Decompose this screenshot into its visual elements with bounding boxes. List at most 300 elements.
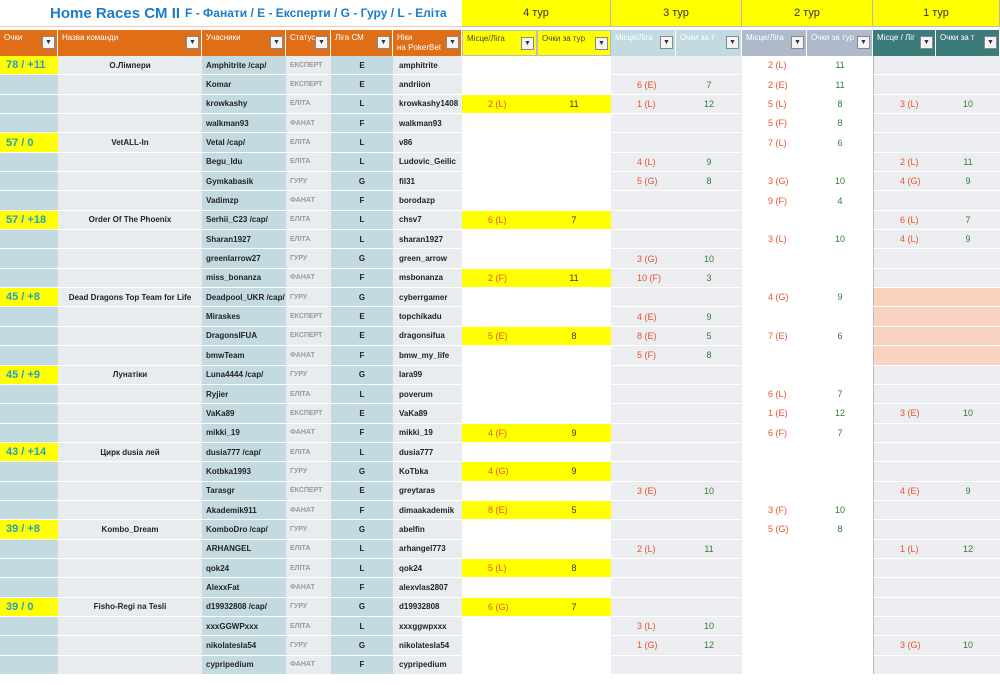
cell-r4p[interactable]: 5 (L) xyxy=(462,559,537,577)
cell-r2p[interactable] xyxy=(742,598,807,616)
cell-r4p[interactable] xyxy=(462,540,537,558)
cell-r2s[interactable]: 11 xyxy=(807,56,873,74)
cell-r1s[interactable]: 7 xyxy=(936,211,1000,229)
filter-dropdown-icon[interactable]: ▼ xyxy=(270,36,283,49)
cell-team[interactable] xyxy=(58,462,202,480)
cell-points[interactable] xyxy=(0,462,58,480)
cell-team[interactable]: Fisho-Regi na Tesli xyxy=(58,598,202,616)
cell-r3p[interactable] xyxy=(611,114,676,132)
header-members[interactable] xyxy=(202,30,286,56)
cell-r3s[interactable]: 7 xyxy=(676,75,742,93)
cell-r4s[interactable] xyxy=(537,191,611,209)
cell-team[interactable]: О.Лімпери xyxy=(58,56,202,74)
cell-nick[interactable]: bmw_my_life xyxy=(393,346,462,364)
cell-points[interactable]: 57 / +18 xyxy=(0,211,58,229)
cell-team[interactable] xyxy=(58,540,202,558)
cell-r3p[interactable] xyxy=(611,578,676,596)
cell-r2p[interactable]: 3 (G) xyxy=(742,172,807,190)
cell-league[interactable]: L xyxy=(331,540,393,558)
cell-r4p[interactable] xyxy=(462,153,537,171)
cell-team[interactable] xyxy=(58,559,202,577)
cell-r3s[interactable] xyxy=(676,288,742,306)
cell-team[interactable] xyxy=(58,230,202,248)
cell-status[interactable]: ЕЛІТА xyxy=(286,540,331,558)
cell-r3s[interactable] xyxy=(676,578,742,596)
cell-status[interactable]: ЕКСПЕРТ xyxy=(286,482,331,500)
cell-r3p[interactable]: 10 (F) xyxy=(611,269,676,287)
cell-r2p[interactable] xyxy=(742,153,807,171)
cell-r4p[interactable]: 4 (G) xyxy=(462,462,537,480)
cell-r3p[interactable]: 8 (E) xyxy=(611,327,676,345)
cell-r4p[interactable] xyxy=(462,366,537,384)
cell-r1p[interactable]: 4 (E) xyxy=(873,482,936,500)
cell-r1s[interactable] xyxy=(936,424,1000,442)
cell-team[interactable] xyxy=(58,346,202,364)
cell-member[interactable]: Amphitrite /cap/ xyxy=(202,56,286,74)
cell-r1p[interactable] xyxy=(873,443,936,461)
cell-status[interactable]: ЕКСПЕРТ xyxy=(286,327,331,345)
cell-r1s[interactable]: 9 xyxy=(936,172,1000,190)
cell-member[interactable]: nikolatesla54 xyxy=(202,636,286,654)
cell-points[interactable] xyxy=(0,75,58,93)
cell-r4p[interactable] xyxy=(462,114,537,132)
cell-r2p[interactable]: 1 (E) xyxy=(742,404,807,422)
cell-status[interactable]: ЕЛІТА xyxy=(286,559,331,577)
cell-team[interactable]: Лунатіки xyxy=(58,366,202,384)
cell-member[interactable]: miss_bonanza xyxy=(202,269,286,287)
cell-r4p[interactable] xyxy=(462,191,537,209)
cell-r1p[interactable] xyxy=(873,578,936,596)
cell-r2s[interactable]: 8 xyxy=(807,95,873,113)
cell-nick[interactable]: chsv7 xyxy=(393,211,462,229)
cell-member[interactable]: Komar xyxy=(202,75,286,93)
cell-r2s[interactable] xyxy=(807,636,873,654)
cell-r3s[interactable] xyxy=(676,443,742,461)
cell-r1p[interactable]: 3 (E) xyxy=(873,404,936,422)
cell-team[interactable] xyxy=(58,385,202,403)
cell-r1s[interactable] xyxy=(936,346,1000,364)
cell-r2s[interactable] xyxy=(807,578,873,596)
cell-nick[interactable]: VaKa89 xyxy=(393,404,462,422)
cell-points[interactable] xyxy=(0,249,58,267)
cell-r4s[interactable] xyxy=(537,540,611,558)
cell-r3s[interactable]: 8 xyxy=(676,172,742,190)
cell-status[interactable]: ФАНАТ xyxy=(286,656,331,674)
cell-r4s[interactable]: 9 xyxy=(537,424,611,442)
header-league[interactable] xyxy=(331,30,393,56)
cell-r4s[interactable] xyxy=(537,656,611,674)
cell-nick[interactable]: amphitrite xyxy=(393,56,462,74)
cell-member[interactable]: mikki_19 xyxy=(202,424,286,442)
cell-points[interactable] xyxy=(0,307,58,325)
cell-r2s[interactable]: 12 xyxy=(807,404,873,422)
cell-league[interactable]: E xyxy=(331,404,393,422)
r1-place-header[interactable] xyxy=(873,30,936,56)
cell-r1s[interactable] xyxy=(936,501,1000,519)
cell-r1p[interactable]: 4 (L) xyxy=(873,230,936,248)
cell-r1s[interactable] xyxy=(936,249,1000,267)
cell-status[interactable]: ГУРУ xyxy=(286,636,331,654)
cell-points[interactable]: 45 / +8 xyxy=(0,288,58,306)
cell-team[interactable] xyxy=(58,153,202,171)
cell-member[interactable]: Miraskes xyxy=(202,307,286,325)
cell-points[interactable] xyxy=(0,617,58,635)
cell-member[interactable]: d19932808 /cap/ xyxy=(202,598,286,616)
cell-r4p[interactable]: 2 (F) xyxy=(462,269,537,287)
cell-r2s[interactable] xyxy=(807,540,873,558)
cell-r4p[interactable] xyxy=(462,75,537,93)
cell-team[interactable] xyxy=(58,191,202,209)
cell-r3p[interactable]: 1 (G) xyxy=(611,636,676,654)
cell-league[interactable]: G xyxy=(331,462,393,480)
cell-r1p[interactable] xyxy=(873,269,936,287)
cell-r1s[interactable]: 9 xyxy=(936,482,1000,500)
cell-r3s[interactable]: 9 xyxy=(676,307,742,325)
cell-r3s[interactable]: 11 xyxy=(676,540,742,558)
cell-r3s[interactable] xyxy=(676,559,742,577)
cell-r3s[interactable] xyxy=(676,366,742,384)
cell-r3s[interactable] xyxy=(676,424,742,442)
cell-r2s[interactable] xyxy=(807,462,873,480)
cell-team[interactable] xyxy=(58,578,202,596)
cell-r2s[interactable] xyxy=(807,656,873,674)
cell-r1s[interactable] xyxy=(936,133,1000,151)
cell-r3s[interactable]: 10 xyxy=(676,249,742,267)
cell-member[interactable]: Vadimzp xyxy=(202,191,286,209)
cell-r2p[interactable]: 5 (L) xyxy=(742,95,807,113)
cell-r2p[interactable]: 2 (L) xyxy=(742,56,807,74)
cell-league[interactable]: G xyxy=(331,598,393,616)
cell-r1p[interactable] xyxy=(873,114,936,132)
cell-r1p[interactable] xyxy=(873,385,936,403)
cell-r1p[interactable] xyxy=(873,424,936,442)
cell-r3p[interactable] xyxy=(611,230,676,248)
cell-r3p[interactable] xyxy=(611,424,676,442)
cell-r1s[interactable]: 10 xyxy=(936,636,1000,654)
cell-r3s[interactable] xyxy=(676,56,742,74)
cell-points[interactable] xyxy=(0,578,58,596)
cell-league[interactable]: F xyxy=(331,346,393,364)
cell-r4s[interactable] xyxy=(537,578,611,596)
cell-r1p[interactable]: 3 (G) xyxy=(873,636,936,654)
cell-r2s[interactable] xyxy=(807,559,873,577)
cell-r4p[interactable]: 4 (F) xyxy=(462,424,537,442)
cell-r2s[interactable] xyxy=(807,153,873,171)
cell-r1s[interactable] xyxy=(936,75,1000,93)
cell-team[interactable] xyxy=(58,424,202,442)
cell-league[interactable]: L xyxy=(331,211,393,229)
cell-nick[interactable]: borodazp xyxy=(393,191,462,209)
cell-r4p[interactable]: 8 (E) xyxy=(462,501,537,519)
cell-r2s[interactable] xyxy=(807,617,873,635)
cell-r4p[interactable] xyxy=(462,56,537,74)
cell-r2s[interactable]: 6 xyxy=(807,133,873,151)
cell-r3s[interactable]: 12 xyxy=(676,95,742,113)
cell-member[interactable]: KomboDro /cap/ xyxy=(202,520,286,538)
cell-points[interactable] xyxy=(0,153,58,171)
cell-r2p[interactable] xyxy=(742,346,807,364)
cell-r4p[interactable]: 2 (L) xyxy=(462,95,537,113)
cell-league[interactable]: L xyxy=(331,153,393,171)
cell-r4s[interactable] xyxy=(537,617,611,635)
filter-dropdown-icon[interactable]: ▼ xyxy=(42,36,55,49)
cell-r4s[interactable] xyxy=(537,56,611,74)
cell-r4s[interactable] xyxy=(537,482,611,500)
cell-r1s[interactable] xyxy=(936,288,1000,306)
cell-r3p[interactable]: 6 (E) xyxy=(611,75,676,93)
cell-nick[interactable]: krowkashy1408 xyxy=(393,95,462,113)
cell-member[interactable]: xxxGGWPxxx xyxy=(202,617,286,635)
cell-league[interactable]: F xyxy=(331,501,393,519)
cell-r3p[interactable] xyxy=(611,501,676,519)
cell-r2p[interactable]: 5 (F) xyxy=(742,114,807,132)
cell-r3p[interactable] xyxy=(611,133,676,151)
cell-points[interactable] xyxy=(0,385,58,403)
cell-nick[interactable]: v86 xyxy=(393,133,462,151)
cell-r1p[interactable]: 1 (L) xyxy=(873,540,936,558)
cell-r3p[interactable] xyxy=(611,404,676,422)
cell-team[interactable] xyxy=(58,95,202,113)
cell-nick[interactable]: green_arrow xyxy=(393,249,462,267)
cell-r3p[interactable] xyxy=(611,211,676,229)
cell-r1p[interactable] xyxy=(873,56,936,74)
cell-r1p[interactable]: 4 (G) xyxy=(873,172,936,190)
cell-points[interactable]: 39 / +8 xyxy=(0,520,58,538)
cell-nick[interactable]: dusia777 xyxy=(393,443,462,461)
cell-r3p[interactable]: 3 (L) xyxy=(611,617,676,635)
cell-status[interactable]: ФАНАТ xyxy=(286,191,331,209)
cell-r3p[interactable] xyxy=(611,520,676,538)
cell-member[interactable]: Akademik911 xyxy=(202,501,286,519)
cell-r4s[interactable] xyxy=(537,385,611,403)
cell-r3s[interactable]: 9 xyxy=(676,153,742,171)
cell-nick[interactable]: cyberrgamer xyxy=(393,288,462,306)
cell-r4s[interactable]: 7 xyxy=(537,598,611,616)
cell-r4p[interactable] xyxy=(462,404,537,422)
cell-r3s[interactable] xyxy=(676,230,742,248)
cell-status[interactable]: ЕЛІТА xyxy=(286,211,331,229)
cell-points[interactable] xyxy=(0,501,58,519)
filter-dropdown-icon[interactable]: ▼ xyxy=(521,37,534,50)
cell-r1s[interactable] xyxy=(936,617,1000,635)
cell-points[interactable]: 43 / +14 xyxy=(0,443,58,461)
cell-member[interactable]: walkman93 xyxy=(202,114,286,132)
cell-r1s[interactable] xyxy=(936,578,1000,596)
cell-nick[interactable]: alexvlas2807 xyxy=(393,578,462,596)
cell-r4p[interactable] xyxy=(462,636,537,654)
cell-r3p[interactable] xyxy=(611,366,676,384)
cell-r1s[interactable] xyxy=(936,114,1000,132)
cell-r4p[interactable] xyxy=(462,307,537,325)
cell-league[interactable]: G xyxy=(331,520,393,538)
cell-nick[interactable]: msbonanza xyxy=(393,269,462,287)
cell-r3p[interactable] xyxy=(611,56,676,74)
filter-dropdown-icon[interactable]: ▼ xyxy=(857,36,870,49)
cell-nick[interactable]: greytaras xyxy=(393,482,462,500)
filter-dropdown-icon[interactable]: ▼ xyxy=(595,37,608,50)
cell-r4s[interactable]: 7 xyxy=(537,211,611,229)
cell-status[interactable]: ЕКСПЕРТ xyxy=(286,404,331,422)
cell-r2p[interactable] xyxy=(742,366,807,384)
cell-r4p[interactable] xyxy=(462,172,537,190)
cell-points[interactable] xyxy=(0,656,58,674)
cell-r4s[interactable]: 8 xyxy=(537,327,611,345)
cell-r4p[interactable] xyxy=(462,443,537,461)
filter-dropdown-icon[interactable]: ▼ xyxy=(660,36,673,49)
cell-member[interactable]: qok24 xyxy=(202,559,286,577)
r3-place-header[interactable] xyxy=(611,30,676,56)
cell-nick[interactable]: arhangel773 xyxy=(393,540,462,558)
cell-r4p[interactable] xyxy=(462,133,537,151)
cell-r2p[interactable] xyxy=(742,482,807,500)
cell-r4s[interactable]: 8 xyxy=(537,559,611,577)
cell-nick[interactable]: walkman93 xyxy=(393,114,462,132)
cell-r4s[interactable] xyxy=(537,520,611,538)
cell-r3p[interactable] xyxy=(611,385,676,403)
filter-dropdown-icon[interactable]: ▼ xyxy=(315,36,328,49)
cell-r4p[interactable] xyxy=(462,385,537,403)
r2-place-header[interactable] xyxy=(742,30,807,56)
cell-team[interactable] xyxy=(58,327,202,345)
cell-member[interactable]: VaKa89 xyxy=(202,404,286,422)
cell-points[interactable] xyxy=(0,327,58,345)
cell-status[interactable]: ЕКСПЕРТ xyxy=(286,307,331,325)
cell-status[interactable]: ФАНАТ xyxy=(286,501,331,519)
cell-r4s[interactable] xyxy=(537,404,611,422)
cell-r3s[interactable] xyxy=(676,462,742,480)
cell-r4p[interactable] xyxy=(462,288,537,306)
cell-nick[interactable]: abelfin xyxy=(393,520,462,538)
cell-league[interactable]: E xyxy=(331,307,393,325)
cell-r1s[interactable] xyxy=(936,366,1000,384)
cell-r4p[interactable] xyxy=(462,656,537,674)
cell-r2p[interactable] xyxy=(742,307,807,325)
cell-r3s[interactable] xyxy=(676,191,742,209)
cell-r3s[interactable] xyxy=(676,211,742,229)
cell-r1s[interactable] xyxy=(936,656,1000,674)
cell-league[interactable]: L xyxy=(331,95,393,113)
cell-member[interactable]: DragonsIFUA xyxy=(202,327,286,345)
cell-r1s[interactable] xyxy=(936,443,1000,461)
cell-points[interactable]: 78 / +11 xyxy=(0,56,58,74)
cell-r2p[interactable]: 2 (E) xyxy=(742,75,807,93)
cell-r2s[interactable] xyxy=(807,249,873,267)
cell-member[interactable]: Gymkabasik xyxy=(202,172,286,190)
cell-r3s[interactable]: 12 xyxy=(676,636,742,654)
cell-team[interactable] xyxy=(58,636,202,654)
cell-r2s[interactable] xyxy=(807,366,873,384)
cell-league[interactable]: G xyxy=(331,366,393,384)
cell-r2s[interactable] xyxy=(807,307,873,325)
cell-r2p[interactable]: 7 (L) xyxy=(742,133,807,151)
r1-points-header[interactable] xyxy=(936,30,1000,56)
cell-member[interactable]: Sharan1927 xyxy=(202,230,286,248)
cell-r4s[interactable]: 5 xyxy=(537,501,611,519)
cell-r1s[interactable]: 10 xyxy=(936,95,1000,113)
cell-team[interactable] xyxy=(58,656,202,674)
cell-r2p[interactable]: 3 (F) xyxy=(742,501,807,519)
cell-member[interactable]: krowkashy xyxy=(202,95,286,113)
cell-r2p[interactable] xyxy=(742,462,807,480)
cell-nick[interactable]: xxxggwpxxx xyxy=(393,617,462,635)
cell-r1s[interactable]: 12 xyxy=(936,540,1000,558)
filter-dropdown-icon[interactable]: ▼ xyxy=(186,36,199,49)
cell-member[interactable]: Ryjier xyxy=(202,385,286,403)
cell-team[interactable] xyxy=(58,501,202,519)
cell-r1p[interactable] xyxy=(873,307,936,325)
cell-league[interactable]: F xyxy=(331,269,393,287)
cell-league[interactable]: L xyxy=(331,617,393,635)
cell-r1p[interactable]: 6 (L) xyxy=(873,211,936,229)
cell-r1s[interactable] xyxy=(936,385,1000,403)
cell-team[interactable] xyxy=(58,114,202,132)
filter-dropdown-icon[interactable]: ▼ xyxy=(377,36,390,49)
cell-r2s[interactable]: 10 xyxy=(807,172,873,190)
cell-nick[interactable]: andriion xyxy=(393,75,462,93)
cell-nick[interactable]: dimaakademik xyxy=(393,501,462,519)
cell-status[interactable]: ЕЛІТА xyxy=(286,95,331,113)
cell-member[interactable]: ARHANGEL xyxy=(202,540,286,558)
cell-team[interactable]: Order Of The Phoenix xyxy=(58,211,202,229)
cell-r4s[interactable] xyxy=(537,172,611,190)
cell-r2p[interactable] xyxy=(742,443,807,461)
cell-member[interactable]: Kotbka1993 xyxy=(202,462,286,480)
cell-r1s[interactable] xyxy=(936,269,1000,287)
cell-points[interactable] xyxy=(0,559,58,577)
cell-r1s[interactable] xyxy=(936,191,1000,209)
cell-r4s[interactable] xyxy=(537,75,611,93)
cell-r2p[interactable] xyxy=(742,559,807,577)
cell-r4p[interactable] xyxy=(462,249,537,267)
cell-status[interactable]: ГУРУ xyxy=(286,520,331,538)
cell-r2p[interactable] xyxy=(742,540,807,558)
cell-nick[interactable]: topchikadu xyxy=(393,307,462,325)
cell-r3p[interactable] xyxy=(611,288,676,306)
cell-r1p[interactable] xyxy=(873,617,936,635)
cell-league[interactable]: F xyxy=(331,191,393,209)
cell-r4p[interactable] xyxy=(462,617,537,635)
cell-r1p[interactable] xyxy=(873,249,936,267)
cell-r3s[interactable]: 10 xyxy=(676,482,742,500)
filter-dropdown-icon[interactable]: ▼ xyxy=(446,36,459,49)
cell-r2s[interactable]: 8 xyxy=(807,114,873,132)
cell-nick[interactable]: d19932808 xyxy=(393,598,462,616)
cell-nick[interactable]: mikki_19 xyxy=(393,424,462,442)
cell-nick[interactable]: fil31 xyxy=(393,172,462,190)
cell-status[interactable]: ГУРУ xyxy=(286,462,331,480)
cell-member[interactable]: dusia777 /cap/ xyxy=(202,443,286,461)
cell-league[interactable]: E xyxy=(331,75,393,93)
cell-r1s[interactable] xyxy=(936,56,1000,74)
r2-points-header[interactable] xyxy=(807,30,873,56)
cell-r2s[interactable] xyxy=(807,482,873,500)
cell-points[interactable]: 39 / 0 xyxy=(0,598,58,616)
cell-points[interactable] xyxy=(0,482,58,500)
cell-r1p[interactable] xyxy=(873,327,936,345)
cell-r2p[interactable]: 9 (F) xyxy=(742,191,807,209)
filter-dropdown-icon[interactable]: ▼ xyxy=(920,36,933,49)
cell-team[interactable]: Kombo_Dream xyxy=(58,520,202,538)
cell-r4s[interactable] xyxy=(537,133,611,151)
cell-team[interactable] xyxy=(58,269,202,287)
cell-r2s[interactable] xyxy=(807,346,873,364)
cell-r2s[interactable] xyxy=(807,598,873,616)
cell-r1s[interactable] xyxy=(936,559,1000,577)
cell-league[interactable]: E xyxy=(331,482,393,500)
cell-member[interactable]: Luna4444 /cap/ xyxy=(202,366,286,384)
cell-nick[interactable]: qok24 xyxy=(393,559,462,577)
cell-points[interactable] xyxy=(0,346,58,364)
